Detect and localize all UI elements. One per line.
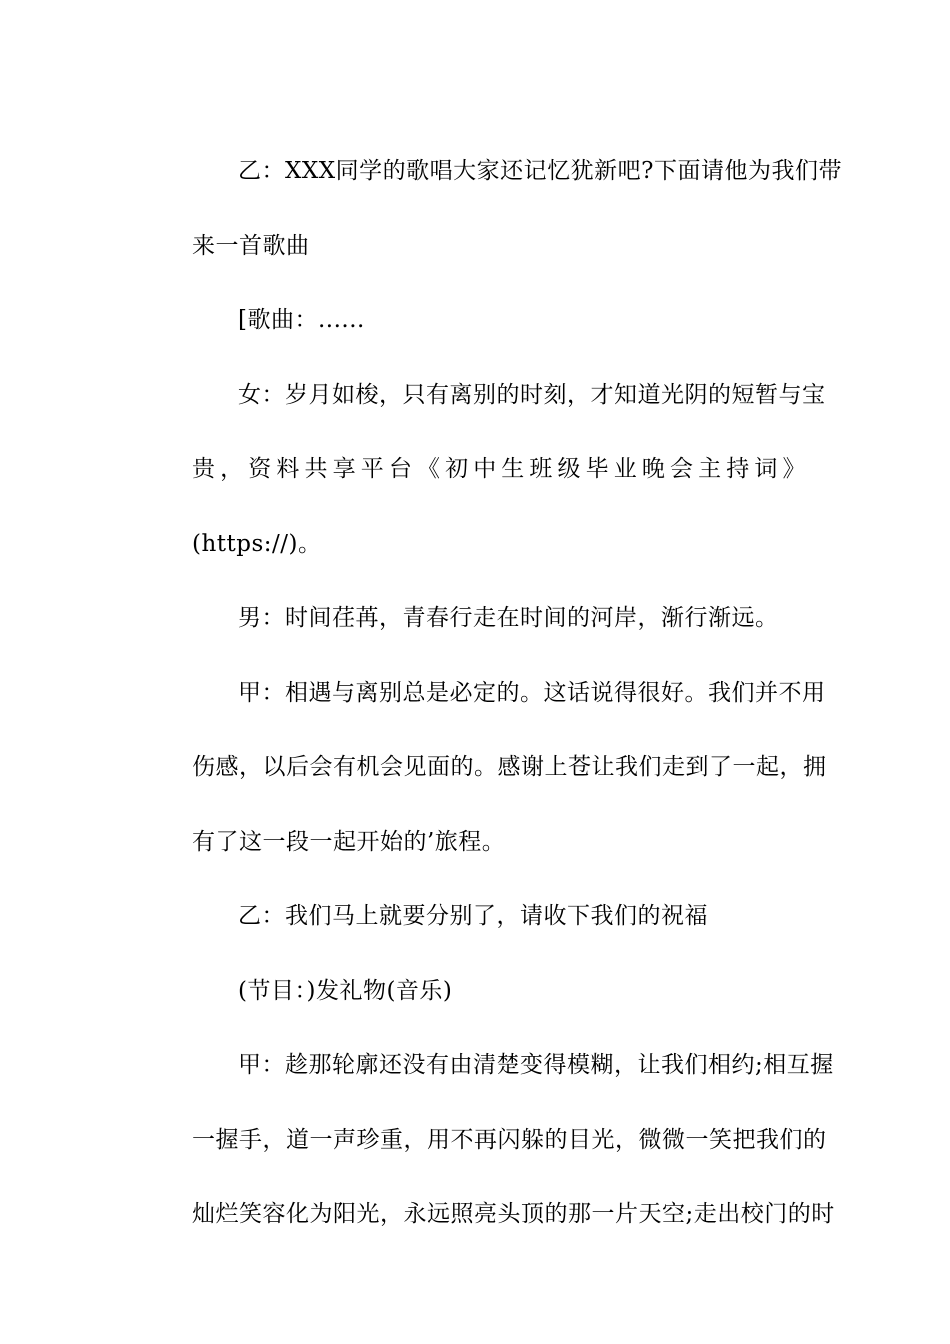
paragraph-yi-song-intro — [146, 134, 842, 283]
text-line: 一握手，道一声珍重，用不再闪躲的目光，微微一笑把我们的 — [192, 1126, 827, 1153]
text-line: (https://)。 — [192, 530, 322, 557]
paragraph-jia-promise — [146, 1028, 835, 1252]
paragraph-program-gifts — [146, 954, 806, 1029]
text-line: 有了这一段一起开始的’旅程。 — [192, 828, 506, 855]
text-line: 灿烂笑容化为阳光，永远照亮头顶的那一片天空;走出校门的时 — [192, 1201, 835, 1227]
text-line: 伤感，以后会有机会见面的。感谢上苍让我们走到了一起，拥 — [192, 754, 827, 780]
text-line: 乙：XXX同学的歌唱大家还记忆犹新吧?下面请他为我们带 — [238, 158, 842, 184]
text-line: 来一首歌曲 — [192, 232, 310, 259]
paragraph-yi-blessing — [146, 879, 806, 954]
paragraph-song — [146, 283, 806, 358]
text-line: 女：岁月如梭，只有离别的时刻，才知道光阴的短暂与宝 — [238, 381, 826, 408]
text-line: [歌曲：...... — [238, 307, 365, 333]
paragraph-nan-time — [146, 581, 806, 656]
text-line: 贵，资料共享平台《初中生班级毕业晚会主持词》 — [192, 456, 806, 482]
text-line: 乙：我们马上就要分别了，请收下我们的祝福 — [238, 903, 708, 929]
text-line: 男：时间荏苒，青春行走在时间的河岸，渐行渐远。 — [238, 605, 779, 631]
text-line: 甲：相遇与离别总是必定的。这话说得很好。我们并不用 — [238, 679, 826, 706]
text-line: (节目：)发礼物(音乐) — [238, 977, 453, 1004]
paragraph-jia-parting — [146, 656, 827, 880]
paragraph-nv-time — [146, 358, 826, 582]
document-body — [146, 134, 842, 1252]
text-line: 甲：趁那轮廓还没有由清楚变得模糊，让我们相约;相互握 — [238, 1052, 834, 1078]
